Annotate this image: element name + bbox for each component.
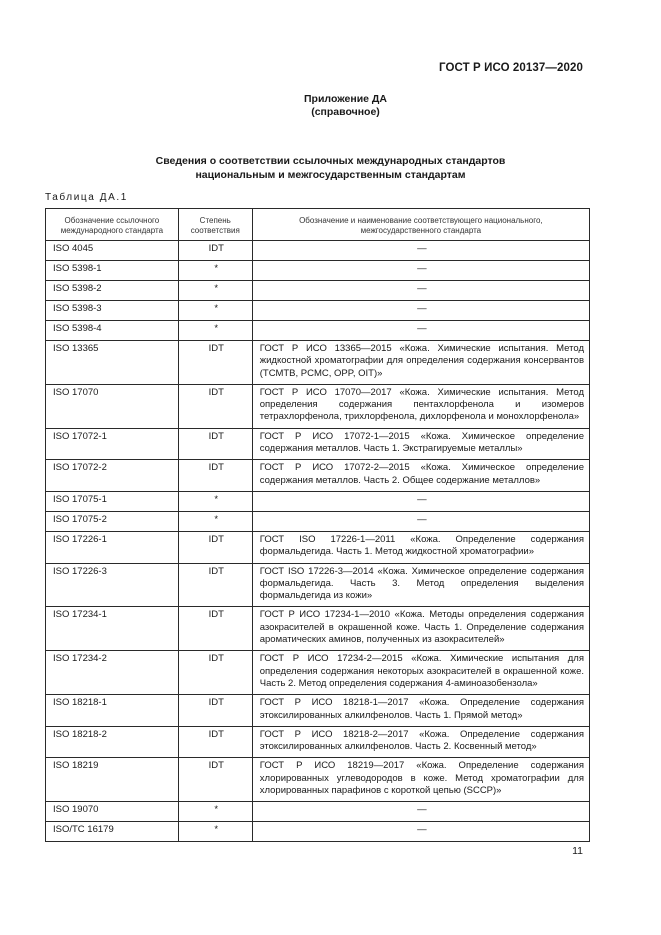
table-row — [46, 726, 590, 758]
cell-national-standard: ГОСТ Р ИСО 18219—2017 «Кожа. Определение содержания хлорированных углеводородов в коже. Метод хроматографии для хлорированных парафинов с короткой цепью (SCCP)» — [252, 758, 589, 802]
table-row — [46, 802, 590, 822]
table-row — [46, 651, 590, 695]
cell-degree: IDT — [178, 531, 252, 563]
table-row — [46, 301, 590, 321]
header-intl-standard-line1: Обозначение ссылочного — [64, 215, 160, 225]
cell-degree: * — [178, 281, 252, 301]
cell-standard: ISO 17075-1 — [46, 491, 179, 511]
cell-national-standard: ГОСТ Р ИСО 18218-1—2017 «Кожа. Определение содержания этоксилированных алкилфенолов. Часть 1. Прямой метод» — [252, 695, 589, 727]
cell-national-standard: ГОСТ ISO 17226-3—2014 «Кожа. Химическое определение содержания формальдегида. Часть 3. Метод определения выделения формальдегида из кожи» — [252, 563, 589, 607]
table-row — [46, 460, 590, 492]
cell-degree: IDT — [178, 695, 252, 727]
cell-standard: ISO 5398-3 — [46, 301, 179, 321]
cell-degree: IDT — [178, 428, 252, 460]
cell-national-standard: — — [252, 241, 589, 261]
cell-national-standard: — — [252, 281, 589, 301]
table-row — [46, 695, 590, 727]
cell-national-standard: — — [252, 511, 589, 531]
page-number: 11 — [572, 845, 583, 857]
cell-standard: ISO 13365 — [46, 341, 179, 385]
table-row — [46, 341, 590, 385]
header-intl-standard — [46, 209, 179, 241]
table-row — [46, 758, 590, 802]
cell-degree: IDT — [178, 758, 252, 802]
section-title — [0, 154, 661, 182]
table-row — [46, 491, 590, 511]
cell-standard: ISO 17070 — [46, 384, 179, 428]
cell-standard: ISO 18218-1 — [46, 695, 179, 727]
cell-degree: * — [178, 511, 252, 531]
header-degree — [178, 209, 252, 241]
section-title-line2: национальным и межгосударственным стандартам — [195, 169, 466, 181]
header-degree-line2: соответствия — [190, 226, 240, 235]
document-code: ГОСТ Р ИСО 20137—2020 — [438, 62, 583, 74]
table-row — [46, 281, 590, 301]
cell-degree: * — [178, 321, 252, 341]
table-row — [46, 384, 590, 428]
header-national-standard — [252, 209, 589, 241]
cell-national-standard: ГОСТ Р ИСО 17072-2—2015 «Кожа. Химическое определение содержания металлов. Часть 2. Общее содержание металлов» — [252, 460, 589, 492]
cell-degree: IDT — [178, 651, 252, 695]
cell-standard: ISO 18219 — [46, 758, 179, 802]
cell-national-standard: — — [252, 261, 589, 281]
cell-standard: ISO 17234-2 — [46, 651, 179, 695]
cell-national-standard: — — [252, 802, 589, 822]
cell-standard: ISO 17234-1 — [46, 607, 179, 651]
appendix-subtitle: (справочное) — [311, 106, 380, 118]
appendix-heading — [0, 93, 661, 119]
cell-national-standard: ГОСТ Р ИСО 17070—2017 «Кожа. Химические испытания. Метод определения содержания пентахлорфенола и изомеров тетрахлорфенола, трихлорфенола, дихлорфенола и монохлорфенола» — [252, 384, 589, 428]
table-row — [46, 822, 590, 842]
table-row — [46, 563, 590, 607]
table-header-row — [46, 209, 590, 241]
cell-degree: IDT — [178, 726, 252, 758]
cell-national-standard: — — [252, 301, 589, 321]
cell-degree: * — [178, 261, 252, 281]
appendix-title: Приложение ДА — [304, 93, 387, 105]
cell-national-standard: — — [252, 491, 589, 511]
cell-standard: ISO 17075-2 — [46, 511, 179, 531]
cell-degree: * — [178, 822, 252, 842]
cell-degree: * — [178, 491, 252, 511]
cell-standard: ISO 4045 — [46, 241, 179, 261]
cell-degree: IDT — [178, 384, 252, 428]
cell-degree: IDT — [178, 241, 252, 261]
cell-national-standard: ГОСТ Р ИСО 13365—2015 «Кожа. Химические испытания. Метод жидкостной хроматографии для определения содержания консервантов (ТСМТВ, PCMC, OPP, OIT)» — [252, 341, 589, 385]
cell-national-standard: — — [252, 822, 589, 842]
cell-degree: IDT — [178, 341, 252, 385]
cell-standard: ISO 18218-2 — [46, 726, 179, 758]
cell-standard: ISO 5398-2 — [46, 281, 179, 301]
table-row — [46, 428, 590, 460]
header-degree-line1: Степень — [199, 215, 231, 225]
cell-standard: ISO 17072-2 — [46, 460, 179, 492]
cell-standard: ISO 5398-4 — [46, 321, 179, 341]
cell-standard: ISO 17226-1 — [46, 531, 179, 563]
cell-degree: IDT — [178, 460, 252, 492]
table-label: Таблица ДА.1 — [45, 192, 128, 203]
table-row — [46, 241, 590, 261]
cell-standard: ISO 17226-3 — [46, 563, 179, 607]
cell-standard: ISO 19070 — [46, 802, 179, 822]
table-row — [46, 607, 590, 651]
cell-standard: ISO/TC 16179 — [46, 822, 179, 842]
header-national-standard-line1: Обозначение и наименование соответствующего национального, — [299, 215, 543, 225]
cell-degree: * — [178, 301, 252, 321]
cell-standard: ISO 5398-1 — [46, 261, 179, 281]
cell-national-standard: ГОСТ Р ИСО 18218-2—2017 «Кожа. Определение содержания этоксилированных алкилфенолов. Часть 2. Косвенный метод» — [252, 726, 589, 758]
header-intl-standard-line2: международного стандарта — [60, 226, 164, 235]
cell-degree: IDT — [178, 563, 252, 607]
cell-standard: ISO 17072-1 — [46, 428, 179, 460]
cell-national-standard: ГОСТ Р ИСО 17072-1—2015 «Кожа. Химическое определение содержания металлов. Часть 1. Экстрагируемые металлы» — [252, 428, 589, 460]
section-title-line1: Сведения о соответствии ссылочных международных стандартов — [155, 155, 506, 167]
cell-degree: * — [178, 802, 252, 822]
cell-national-standard: ГОСТ Р ИСО 17234-2—2015 «Кожа. Химические испытания для определения содержания некоторых азокрасителей в окрашенной коже. Часть 2. Метод определения содержания 4-аминоазобензола» — [252, 651, 589, 695]
header-national-standard-line2: межгосударственного стандарта — [360, 226, 482, 235]
reference-table — [45, 208, 590, 842]
cell-national-standard: ГОСТ Р ИСО 17234-1—2010 «Кожа. Методы определения содержания азокрасителей в окрашенной коже. Часть 1. Определение содержания ароматических аминов, полученных из азокрасителей» — [252, 607, 589, 651]
cell-degree: IDT — [178, 607, 252, 651]
table-row — [46, 531, 590, 563]
cell-national-standard: — — [252, 321, 589, 341]
table-row — [46, 261, 590, 281]
table-row — [46, 511, 590, 531]
cell-national-standard: ГОСТ ISO 17226-1—2011 «Кожа. Определение содержания формальдегида. Часть 1. Метод жидкостной хроматографии» — [252, 531, 589, 563]
table-row — [46, 321, 590, 341]
